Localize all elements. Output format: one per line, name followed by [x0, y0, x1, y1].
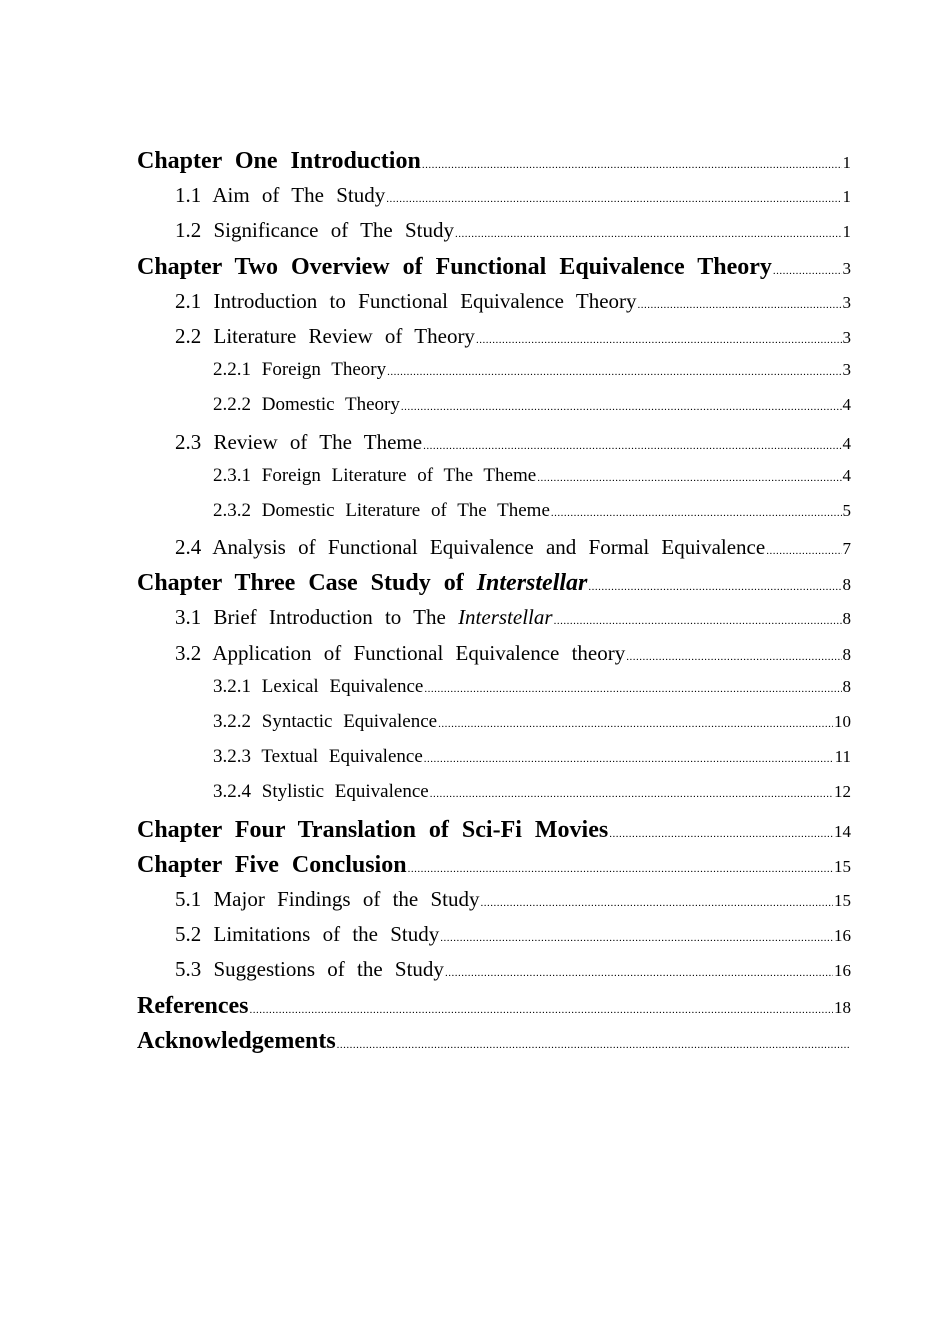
toc-entry-title — [213, 465, 536, 487]
toc-entry-title — [137, 817, 608, 844]
toc-subsection-entry[interactable] — [137, 781, 851, 816]
toc-entry-title — [175, 887, 480, 912]
toc-subsection-entry[interactable] — [137, 394, 851, 429]
toc-entry-title-text: 3.2.3 Textual Equivalence — [213, 746, 423, 768]
toc-dot-leader — [476, 334, 842, 346]
toc-subsection-entry[interactable] — [137, 359, 851, 394]
toc-entry-title — [175, 218, 454, 243]
toc-dot-leader — [422, 159, 842, 171]
toc-dot-leader — [387, 366, 841, 378]
toc-entry-title-text: 2.2.2 Domestic Theory — [213, 394, 400, 416]
toc-section-entry[interactable] — [137, 218, 851, 253]
toc-chapter-entry[interactable] — [137, 148, 851, 183]
toc-entry-title-text: 3.2.2 Syntactic Equivalence — [213, 711, 438, 732]
toc-entry-title — [175, 535, 765, 560]
toc-dot-leader — [423, 440, 841, 452]
toc-entry-title-text: 5.2 Limitations of the Study — [175, 922, 440, 947]
toc-entry-title — [137, 852, 407, 879]
toc-chapter-entry[interactable] — [137, 993, 851, 1028]
toc-page-number: 8 — [842, 575, 851, 595]
toc-entry-title-italic: Interstellar — [458, 605, 553, 630]
toc-entry-title-text: 3.2.1 Lexical Equivalence — [213, 675, 424, 697]
toc-subsection-entry[interactable] — [137, 746, 851, 781]
toc-dot-leader — [773, 265, 842, 277]
toc-dot-leader — [638, 299, 842, 311]
toc-entry-title-text: 3.1 Brief Introduction to The — [175, 605, 459, 630]
toc-section-entry[interactable] — [137, 957, 851, 992]
toc-subsection-entry[interactable] — [137, 711, 851, 746]
toc-entry-title-text: 2.4 Analysis of Functional Equivalence and Formal Equivalence — [175, 535, 766, 560]
toc-section-entry[interactable] — [137, 535, 851, 570]
toc-entry-title-text: 2.3 Review of The Theme — [175, 429, 423, 454]
toc-page-number: 5 — [842, 500, 851, 520]
toc-entry-title — [213, 394, 400, 416]
toc-chapter-entry[interactable] — [137, 1028, 851, 1063]
toc-entry-title-text: 2.2.1 Foreign Theory — [213, 359, 387, 381]
toc-dot-leader — [250, 1004, 834, 1016]
toc-entry-title — [137, 1028, 336, 1055]
toc-page-number: 15 — [834, 890, 851, 910]
toc-chapter-entry[interactable] — [137, 817, 851, 852]
toc-dot-leader — [408, 863, 833, 875]
toc-page-number: 3 — [842, 292, 851, 312]
toc-page-number: 12 — [834, 782, 851, 802]
toc-entry-title — [175, 641, 625, 666]
toc-page-number: 3 — [842, 327, 851, 347]
toc-page-number: 8 — [842, 676, 851, 696]
toc-entry-title — [175, 430, 422, 455]
toc-entry-title — [175, 289, 637, 314]
toc-dot-leader — [430, 788, 833, 800]
toc-section-entry[interactable] — [137, 183, 851, 218]
toc-dot-leader — [554, 615, 842, 627]
toc-dot-leader — [588, 581, 841, 593]
toc-dot-leader — [626, 651, 841, 663]
toc-entry-title-text: 2.1 Introduction to Functional Equivalence Theory — [175, 288, 637, 313]
toc-subsection-entry[interactable] — [137, 500, 851, 535]
toc-dot-leader — [481, 897, 833, 909]
toc-entry-title — [213, 781, 429, 803]
toc-entry-title — [213, 711, 437, 733]
toc-entry-title-text: Chapter Four Translation of Sci-Fi Movies — [137, 816, 609, 843]
toc-dot-leader — [424, 753, 834, 765]
table-of-contents — [137, 148, 851, 1063]
toc-entry-title-text: 3.2.4 Stylistic Equivalence — [213, 781, 429, 803]
toc-dot-leader — [551, 507, 842, 519]
toc-dot-leader — [766, 545, 841, 557]
toc-page-number: 1 — [842, 187, 851, 207]
toc-entry-title-text: Chapter Five Conclusion — [137, 851, 407, 878]
toc-entry-title-text: 5.3 Suggestions of the Study — [175, 957, 444, 982]
toc-entry-title — [175, 183, 385, 208]
toc-chapter-entry[interactable] — [137, 254, 851, 289]
toc-chapter-entry[interactable] — [137, 570, 851, 605]
toc-page-number: 4 — [842, 433, 851, 453]
toc-dot-leader — [609, 828, 833, 840]
toc-entry-title — [175, 957, 444, 982]
toc-page-number: 16 — [834, 961, 851, 981]
toc-entry-title-text: 1.2 Significance of The Study — [175, 218, 454, 243]
toc-page-number: 1 — [842, 153, 851, 172]
toc-section-entry[interactable] — [137, 887, 851, 922]
toc-entry-title — [213, 500, 550, 522]
toc-page-number: 8 — [842, 644, 851, 664]
toc-entry-title-text: 2.3.2 Domestic Literature of The Theme — [213, 499, 550, 521]
toc-entry-title-text: 3.2 Application of Functional Equivalence theory — [175, 640, 626, 665]
toc-dot-leader — [337, 1039, 850, 1051]
toc-section-entry[interactable] — [137, 605, 851, 640]
toc-dot-leader — [445, 967, 833, 979]
toc-page-number: 11 — [834, 747, 851, 767]
toc-entry-title-text: 1.1 Aim of The Study — [175, 183, 386, 208]
toc-entry-title-text: 2.3.1 Foreign Literature of The Theme — [213, 464, 537, 486]
toc-entry-title-italic: Interstellar — [476, 570, 588, 597]
toc-entry-title-text: Acknowledgements — [137, 1027, 336, 1054]
toc-entry-title — [137, 148, 421, 175]
toc-entry-title-text: Chapter Three Case Study of — [137, 570, 477, 597]
toc-entry-title — [213, 676, 423, 698]
toc-subsection-entry[interactable] — [137, 465, 851, 500]
toc-dot-leader — [401, 401, 842, 413]
toc-entry-title — [213, 359, 386, 381]
toc-entry-title — [175, 922, 439, 947]
toc-page-number: 18 — [834, 997, 851, 1017]
toc-page-number: 10 — [834, 712, 851, 731]
toc-entry-title — [175, 324, 475, 349]
toc-entry-title-text: Chapter Two Overview of Functional Equivalence Theory — [137, 253, 772, 280]
toc-page-number: 16 — [834, 926, 851, 946]
toc-entry-title — [137, 254, 772, 281]
toc-entry-title — [175, 605, 553, 630]
toc-section-entry[interactable] — [137, 324, 851, 359]
toc-section-entry[interactable] — [137, 430, 851, 465]
toc-page-number: 4 — [842, 465, 851, 485]
toc-entry-title-text: 5.1 Major Findings of the Study — [175, 886, 480, 911]
toc-entry-title — [137, 993, 249, 1020]
toc-page-number: 14 — [834, 821, 851, 841]
toc-page-number: 1 — [842, 222, 851, 242]
toc-subsection-entry[interactable] — [137, 676, 851, 711]
toc-entry-title — [137, 570, 587, 597]
toc-page-number: 3 — [842, 360, 851, 380]
toc-dot-leader — [438, 718, 833, 730]
toc-section-entry[interactable] — [137, 641, 851, 676]
toc-dot-leader — [440, 932, 833, 944]
toc-page-number: 7 — [842, 539, 851, 559]
toc-chapter-entry[interactable] — [137, 852, 851, 887]
toc-page-number: 3 — [842, 258, 851, 278]
toc-section-entry[interactable] — [137, 922, 851, 957]
toc-dot-leader — [386, 193, 841, 205]
toc-page-number: 15 — [834, 856, 851, 876]
toc-dot-leader — [455, 228, 842, 240]
toc-section-entry[interactable] — [137, 289, 851, 324]
toc-page-number: 8 — [842, 609, 851, 629]
toc-entry-title-text: References — [137, 992, 249, 1019]
toc-entry-title-text: Chapter One Introduction — [137, 148, 421, 174]
toc-dot-leader — [424, 683, 841, 695]
toc-entry-title — [213, 746, 423, 768]
toc-dot-leader — [537, 472, 841, 484]
toc-entry-title-text: 2.2 Literature Review of Theory — [175, 323, 475, 348]
toc-page-number: 4 — [842, 395, 851, 415]
